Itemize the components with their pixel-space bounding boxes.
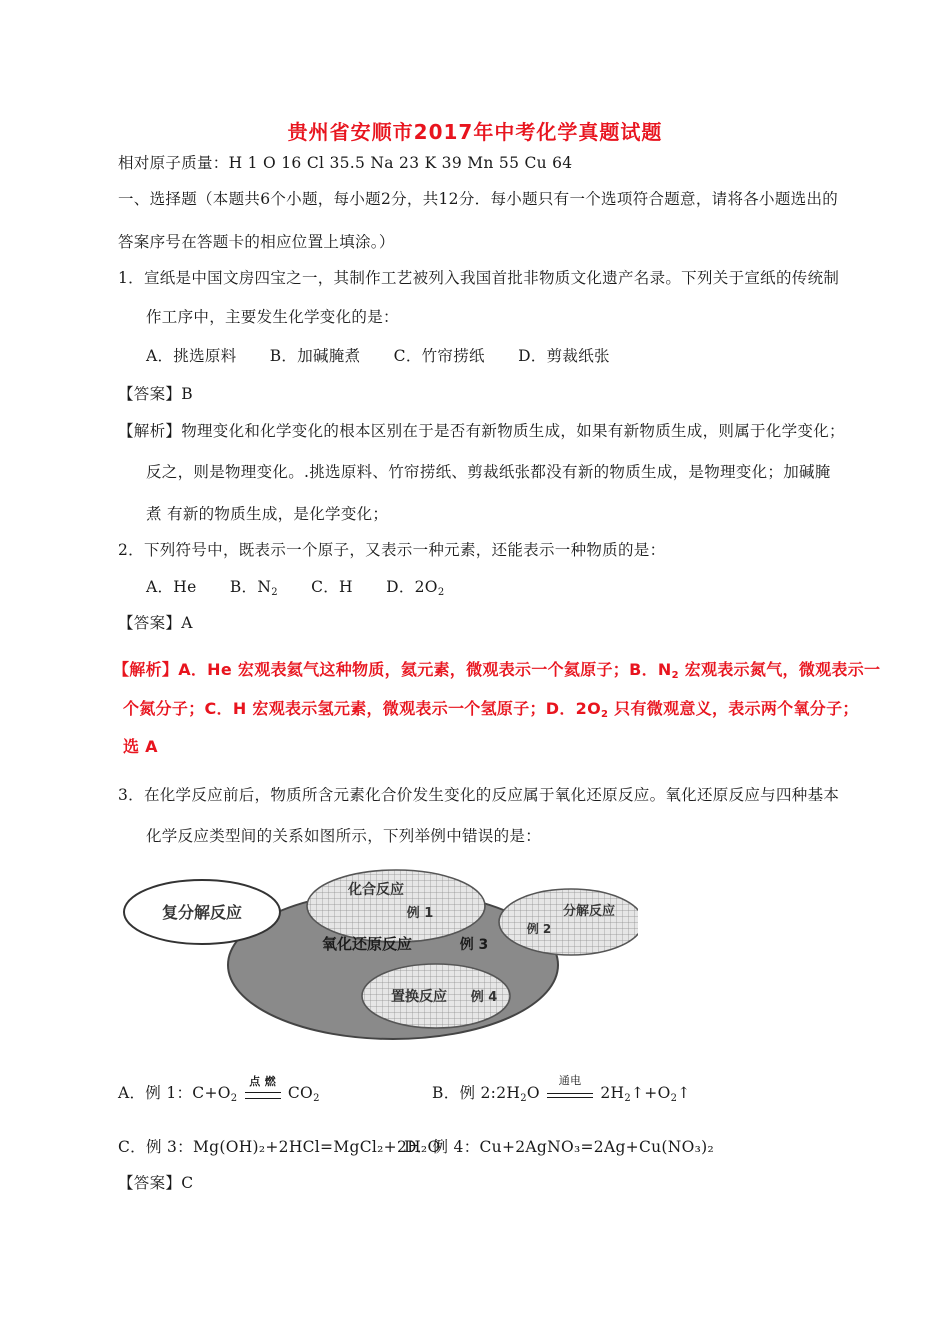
q3-stem-line1: 3．在化学反应前后，物质所含元素化合价发生变化的反应属于氧化还原反应。氧化还原反应与四种基本 [118, 786, 840, 804]
label-combination: 化合反应 [348, 882, 404, 898]
section-heading-line1: 一、选择题（本题共6个小题，每小题2分，共12分．每小题只有一个选项符合题意，请将各小题选出的 [118, 190, 839, 208]
q1-answer: 【答案】B [118, 385, 193, 403]
q3-option-d: D．例 4：Cu+2AgNO₃=2Ag+Cu(NO₃)₂ [404, 1138, 714, 1156]
label-example2: 例 2 [526, 922, 552, 936]
q3-answer: 【答案】C [118, 1174, 194, 1192]
q1-analysis-line2: 反之，则是物理变化。.挑选原料、竹帘捞纸、剪裁纸张都没有新的物质生成，是物理变化；加碱腌 [146, 463, 831, 481]
q2-option-b: B．$N_2$ [229, 578, 278, 598]
q2-options [146, 577, 472, 597]
q1-analysis-line3: 煮 有新的物质生成，是化学变化； [146, 505, 389, 523]
atomic-mass-line: 相对原子质量：H 1 O 16 Cl 35.5 Na 23 K 39 Mn 55 Cu 64 [118, 154, 573, 172]
section-heading-line2: 答案序号在答题卡的相应位置上填涂。） [118, 233, 395, 251]
label-decomposition: 分解反应 [562, 904, 616, 919]
decomposition-ellipse [499, 889, 638, 955]
label-double-decomposition: 复分解反应 [161, 903, 243, 922]
q3-stem-line2: 化学反应类型间的关系如图所示，下列举例中错误的是： [146, 827, 542, 845]
q1-analysis-line1: 【解析】物理变化和化学变化的根本区别在于是否有新物质生成，如果有新物质生成，则属于化学变化； [118, 422, 845, 440]
q3-option-c: C．例 3：Mg(OH)₂+2HCl=MgCl₂+2H₂O [118, 1138, 441, 1156]
q1-options [146, 346, 638, 366]
label-redox: 氧化还原反应 [321, 935, 413, 953]
combination-ellipse [307, 870, 485, 942]
q2-analysis-line1: 【解析】A．He 宏观表氦气这种物质，氦元素，微观表示一个氦原子；B．$N_2$ 宏观表示氮气，微观表示一 [113, 660, 881, 681]
q2-analysis-line2: 个氮分子；C．H 宏观表示氢元素，微观表示一个氢原子；D．$2O_2$ 只有微观意义，表示两个氧分子； [123, 699, 859, 720]
q2-analysis-line3: 选 A [123, 737, 158, 756]
equals-with-condition: 通电 [547, 1091, 593, 1098]
reaction-type-diagram [118, 868, 638, 1044]
q1-stem-line1: 1．宣纸是中国文房四宝之一，其制作工艺被列入我国首批非物质文化遗产名录。下列关于宣纸的传统制 [118, 269, 840, 287]
q2-stem: 2．下列符号中，既表示一个原子，又表示一种元素，还能表示一种物质的是： [118, 541, 666, 559]
q2-answer: 【答案】A [118, 614, 193, 632]
q1-stem-line2: 作工序中，主要发生化学变化的是： [146, 308, 399, 326]
label-example1: 例 1 [406, 906, 434, 921]
q2-option-d: D．$2O_2$ [386, 578, 445, 598]
q1-option-a: A．挑选原料 [146, 347, 237, 365]
q3-option-b: B．例 $2:2H_2O$ 通电 $2H_2↑+O_2↑$ [432, 1073, 691, 1104]
page-title: 贵州省安顺市2017年中考化学真题试题 [287, 120, 663, 144]
label-displacement: 置换反应 [391, 989, 447, 1005]
q2-option-a: A．He [146, 578, 197, 596]
q1-option-b: B．加碱腌煮 [269, 347, 361, 365]
label-example3: 例 3 [459, 937, 489, 953]
equals-with-condition: 点 燃 [245, 1090, 281, 1099]
q1-option-d: D．剪裁纸张 [518, 347, 610, 365]
q1-option-c: C．竹帘捞纸 [393, 347, 485, 365]
q2-option-c: C．H [311, 578, 353, 596]
q3-option-a: A．例 1：$C+O_2$ 点 燃 $CO_2$ [118, 1074, 320, 1104]
label-example4: 例 4 [470, 990, 498, 1005]
